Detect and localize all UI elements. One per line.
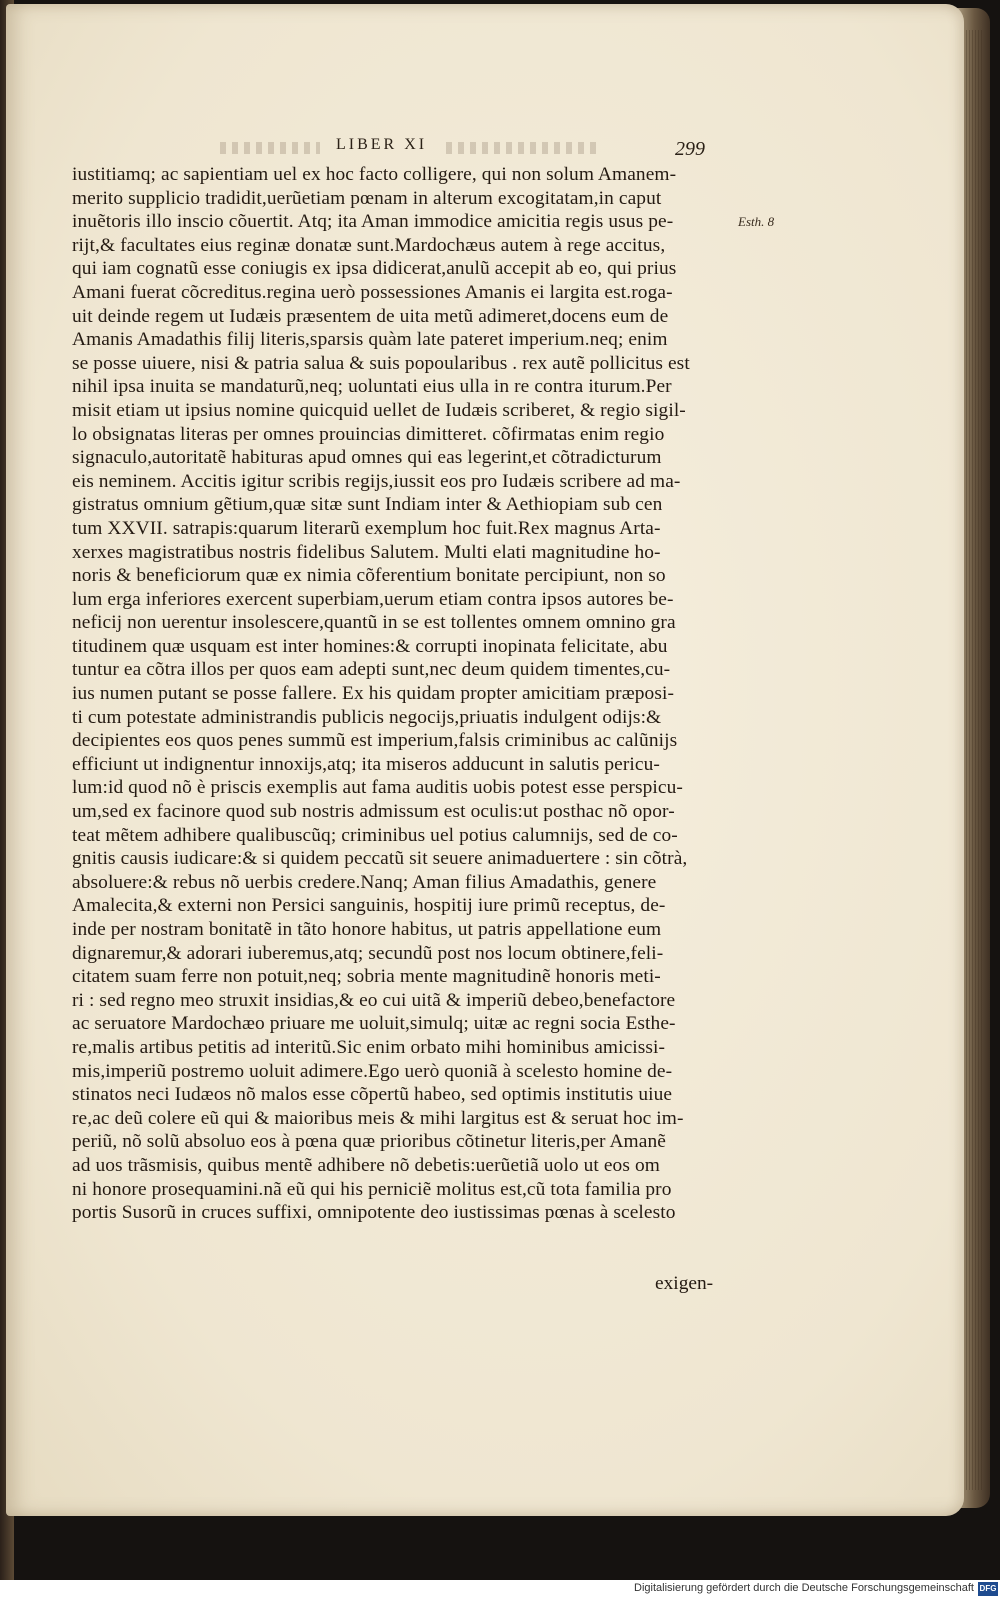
text-line: efficiunt ut indignentur innoxijs,atq; ita miseros adducunt in salutis pericu- (72, 753, 660, 775)
text-line: noris & beneficiorum quæ ex nimia cõferentium bonitate percipiunt, non so (72, 565, 666, 587)
faint-ornament-right (446, 142, 596, 154)
text-line: periũ, nõ solũ absoluo eos à pœna quæ prioribus cõtinetur literis,per Amanẽ (72, 1131, 666, 1153)
text-line: decipientes eos quos penes summũ est imperium,falsis criminibus ac calũnijs (72, 730, 678, 752)
text-line: misit etiam ut ipsius nomine quicquid uellet de Iudæis scriberet, & regio sigil- (72, 399, 686, 421)
text-line: Amalecita,& externi non Persici sanguinis, hospitij iure primũ receptus, de- (72, 895, 666, 917)
faint-ornament-left (220, 142, 320, 154)
text-line: nihil ipsa inuita se mandaturũ,neq; uoluntati eius ulla in re contra iturum.Per (72, 376, 672, 398)
text-line: tuntur ea cõtra illos per quos eam adepti sunt,nec deum quidem timentes,cu- (72, 659, 671, 681)
catchword: exigen- (655, 1273, 714, 1294)
text-line: inde per nostram bonitatẽ in tãto honore habitus, ut patris appellatione eum (72, 919, 662, 940)
text-line: neficij non uerentur insolescere,quantũ in se est tollentes omnem omnino gra (72, 612, 676, 634)
text-line: gistratus omnium gẽtium,quæ sitæ sunt Indiam inter & Aethiopiam sub cen (72, 494, 663, 516)
text-line: eis neminem. Accitis igitur scribis regijs,iussit eos pro Iudæis scribere ad ma- (72, 470, 681, 492)
text-line: iustitiamq; ac sapientiam uel ex hoc facto colligere, qui non solum Amanem- (72, 164, 677, 185)
text-line: citatem suam ferre non potuit,neq; sobria mente magnitudinẽ honoris meti- (72, 966, 661, 988)
text-line: um,sed ex facinore quod sub nostris admissum est oculis:ut posthac nõ opor- (72, 801, 675, 823)
text-line: signaculo,autoritatẽ habituras apud omnes qui eas legerint,et cõtradicturum (72, 447, 662, 469)
text-line: merito supplicio tradidit,uerũetiam pœnam in alterum excogitatam,in caput (72, 187, 662, 209)
text-line: lum:id quod nõ è priscis exemplis aut fama auditis uobis potest esse perspicu- (72, 777, 683, 799)
text-line: ri : sed regno meo struxit insidias,& eo cui uitã & imperiũ debeo,benefactore (72, 989, 676, 1011)
text-line: gnitis causis iudicare:& si quidem peccatũ sit seuere animaduertere : sin cõtrà, (72, 848, 688, 870)
text-line: re,malis artibus petitis ad interitũ.Sic enim orbato mihi hominibus amicissi- (72, 1036, 666, 1058)
text-line: ti cum potestate administrandis publicis negocijs,priuatis indulgent odijs:& (72, 706, 662, 728)
text-line: inuẽtoris illo inscio cõuertit. Atq; ita Aman immodice amicitia regis usus pe- (72, 211, 674, 233)
text-line: ius numen putant se posse fallere. Ex his quidam propter amicitiam præposi- (72, 683, 675, 705)
text-line: ni honore prosequamini.nã eũ qui his perniciẽ molitus est,cũ tota familia pro (72, 1178, 672, 1200)
running-head: LIBER XI (336, 136, 428, 153)
text-line: absoluere:& rebus nõ uerbis credere.Nanq; Aman filius Amadathis, genere (72, 871, 657, 893)
text-line: re,ac deũ colere eũ qui & maioribus meis & mihi largitus est & seruat hoc im- (72, 1107, 684, 1129)
text-line: qui iam cognatũ esse coniugis ex ipsa didicerat,anulũ accepit ab eo, qui prius (72, 258, 677, 280)
footer-credit: Digitalisierung gefördert durch die Deutsche Forschungsgemeinschaft (634, 1582, 974, 1594)
text-line: Amanis Amadathis filij literis,sparsis quàm late pateret imperium.neq; enim (72, 329, 668, 351)
text-line: rijt,& facultates eius reginæ donatæ sunt.Mardochæus autem à rege accitus, (72, 234, 666, 256)
text-line: portis Susorũ in cruces suffixi, omnipotente deo iustissimas pœnas à scelesto (72, 1202, 676, 1224)
text-line: lum erga inferiores exercent superbiam,uerum etiam contra ipsos autores be- (72, 588, 674, 610)
marginal-note: Esth. 8 (738, 214, 775, 229)
text-line: Amani fuerat cõcreditus.regina uerò possessiones Amanis ei largita est.roga- (72, 281, 673, 303)
text-line: titudinem quæ usquam est inter homines:& corrupti inopinata felicitate, abu (72, 635, 668, 657)
text-line: xerxes magistratibus nostris fidelibus Salutem. Multi elati magnitudine ho- (72, 541, 661, 563)
text-line: se posse uiuere, nisi & patria salua & suis popoularibus . rex autẽ pollicitus est (72, 352, 690, 374)
page-number: 299 (675, 138, 705, 160)
text-line: teat mẽtem adhibere qualibuscũq; criminibus uel potius calumnijs, sed de co- (72, 824, 678, 846)
text-line: stinatos neci Iudæos nõ malos esse cõpertũ habeo, sed optimis institutis uiue (72, 1084, 673, 1106)
text-line: mis,imperiũ postremo uoluit adimere.Ego uerò quoniã à scelesto homine de- (72, 1060, 673, 1082)
dfg-logo: DFG (978, 1582, 998, 1596)
text-line: ad uos trãsmisis, quibus mentẽ adhibere nõ debetis:uerũetiã uolo ut eos om (72, 1154, 660, 1176)
text-line: tum XXVII. satrapis:quarum literarũ exemplum hoc fuit.Rex magnus Arta- (72, 517, 661, 539)
body-text (72, 163, 752, 1225)
footer-bar (0, 1580, 1000, 1600)
text-line: lo obsignatas literas per omnes prouincias dimitteret. cõfirmatas enim regio (72, 423, 665, 445)
text-line: uit deinde regem ut Iudæis præsentem de uita metũ adimeret,docens eum de (72, 305, 669, 327)
text-line: ac seruatore Mardochæo priuare me uoluit,simulq; uitæ ac regni socia Esthe- (72, 1013, 676, 1035)
page-header (220, 136, 740, 160)
text-line: dignaremur,& adorari iuberemus,atq; secundũ post nos locum obtinere,feli- (72, 942, 664, 964)
